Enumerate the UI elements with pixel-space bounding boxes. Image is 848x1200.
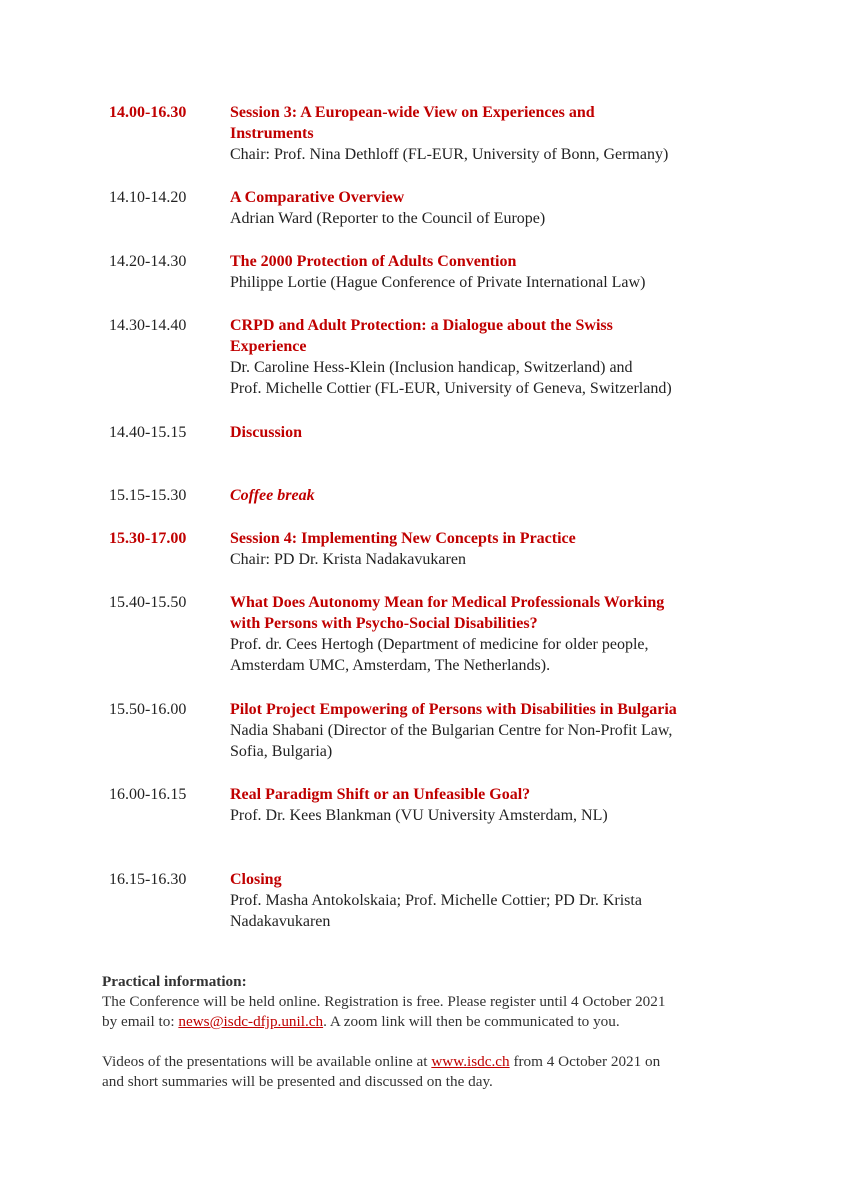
agenda-content (230, 422, 760, 443)
email-link[interactable]: news@isdc-dfjp.unil.ch (178, 1013, 324, 1030)
agenda-title: Coffee break (230, 487, 315, 504)
agenda-time: 15.30-17.00 (109, 530, 187, 547)
agenda-detail: Adrian Ward (Reporter to the Council of Europe) (230, 210, 546, 227)
agenda-title: Closing (230, 871, 282, 888)
practical-text-line (102, 1052, 802, 1072)
practical-text: Videos of the presentations will be available online at (102, 1053, 432, 1070)
agenda-content (230, 315, 760, 399)
agenda-detail: Nadia Shabani (Director of the Bulgarian Centre for Non-Profit Law, (230, 722, 673, 739)
agenda-detail: Chair: Prof. Nina Dethloff (FL-EUR, University of Bonn, Germany) (230, 146, 669, 163)
agenda-time: 14.20-14.30 (109, 253, 187, 270)
agenda-detail: Dr. Caroline Hess-Klein (Inclusion handicap, Switzerland) and (230, 359, 633, 376)
blank-line (102, 1032, 802, 1052)
agenda-title: Discussion (230, 424, 303, 441)
agenda-title: Session 3: A European-wide View on Experiences and (230, 104, 595, 121)
agenda-detail: Prof. Masha Antokolskaia; Prof. Michelle Cottier; PD Dr. Krista (230, 892, 642, 909)
agenda-title: Experience (230, 338, 307, 355)
agenda-time: 15.50-16.00 (109, 701, 187, 718)
agenda-content (230, 251, 760, 293)
practical-text: . A zoom link will then be communicated to you. (323, 1013, 620, 1030)
agenda-detail: Prof. Michelle Cottier (FL-EUR, University of Geneva, Switzerland) (230, 380, 672, 397)
agenda-detail: Philippe Lortie (Hague Conference of Private International Law) (230, 274, 646, 291)
agenda-title: Session 4: Implementing New Concepts in Practice (230, 530, 576, 547)
practical-text: from 4 October 2021 on (509, 1053, 661, 1070)
agenda-detail: Chair: PD Dr. Krista Nadakavukaren (230, 551, 466, 568)
agenda-detail: Sofia, Bulgaria) (230, 743, 333, 760)
practical-text: by email to: (102, 1013, 179, 1030)
agenda-time: 16.00-16.15 (109, 786, 187, 803)
agenda-title: Pilot Project Empowering of Persons with Disabilities in Bulgaria (230, 701, 677, 718)
agenda-content (230, 187, 760, 229)
agenda-detail: Amsterdam UMC, Amsterdam, The Netherlands). (230, 657, 551, 674)
agenda-title: with Persons with Psycho-Social Disabilities? (230, 615, 538, 632)
practical-text-line (102, 1012, 802, 1032)
website-link[interactable]: www.isdc.ch (431, 1053, 510, 1070)
agenda-detail: Prof. Dr. Kees Blankman (VU University Amsterdam, NL) (230, 807, 608, 824)
agenda-time: 15.40-15.50 (109, 594, 187, 611)
agenda-time: 14.40-15.15 (109, 424, 187, 441)
agenda-content (230, 102, 760, 165)
agenda-content (230, 528, 760, 570)
practical-text: and short summaries will be presented and discussed on the day. (102, 1073, 493, 1090)
agenda-content (230, 869, 760, 932)
practical-text: The Conference will be held online. Registration is free. Please register until 4 October 2021 (102, 993, 666, 1010)
agenda-time: 14.30-14.40 (109, 317, 187, 334)
agenda-time: 14.10-14.20 (109, 189, 187, 206)
agenda-content (230, 592, 760, 676)
agenda-content (230, 784, 760, 826)
agenda-title: Real Paradigm Shift or an Unfeasible Goal? (230, 786, 531, 803)
practical-heading: Practical information: (102, 973, 247, 990)
agenda-time: 14.00-16.30 (109, 104, 187, 121)
agenda-title: What Does Autonomy Mean for Medical Professionals Working (230, 594, 665, 611)
agenda-content (230, 699, 760, 762)
agenda-time: 15.15-15.30 (109, 487, 187, 504)
agenda-title: CRPD and Adult Protection: a Dialogue about the Swiss (230, 317, 613, 334)
agenda-title: The 2000 Protection of Adults Convention (230, 253, 517, 270)
agenda-content (230, 485, 760, 506)
practical-information (102, 972, 802, 1092)
agenda-time: 16.15-16.30 (109, 871, 187, 888)
agenda-title: A Comparative Overview (230, 189, 405, 206)
agenda-detail: Nadakavukaren (230, 913, 331, 930)
agenda-detail: Prof. dr. Cees Hertogh (Department of medicine for older people, (230, 636, 649, 653)
agenda-title: Instruments (230, 125, 314, 142)
